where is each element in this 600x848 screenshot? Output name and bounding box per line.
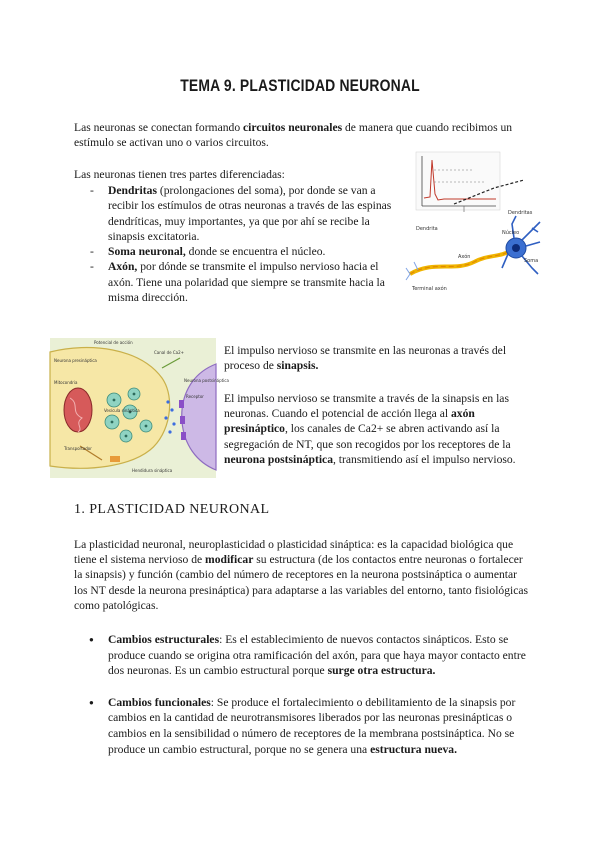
item-bold: Dendritas: [108, 184, 157, 197]
section-heading: 1. PLASTICIDAD NEURONAL: [74, 502, 270, 517]
neuron-label-dendritas: Dendritas: [508, 210, 533, 216]
synapse-bold-axon: axón presináptico: [224, 407, 475, 436]
synapse-label-vesicula: Vesícula sináptica: [104, 408, 140, 413]
synapse-paragraph-2: [224, 391, 528, 467]
synapse-text-c: , los canales de Ca2+ se abren activando así la segregación de NT, que son recogidos por los receptores de la: [224, 422, 511, 451]
plasticity-bold: modificar: [205, 553, 254, 567]
neuron-parts-list: [92, 183, 392, 305]
intro-bold: circuitos neuronales: [243, 121, 343, 134]
intro-paragraph: [74, 120, 530, 150]
synapse-label-hendidura: Hendidura sináptica: [132, 468, 173, 473]
neuron-label-nucleo: Núcleo: [502, 230, 520, 236]
item-bold-end: estructura nueva.: [370, 742, 458, 756]
item-bold: Axón,: [108, 260, 138, 274]
synapse-bold-neurona: neurona postsináptica: [224, 452, 333, 466]
synapse-label-presinaptica: Neurona presináptica: [54, 358, 97, 363]
item-bold: Soma neuronal,: [108, 245, 186, 259]
item-bold: Cambios funcionales: [108, 695, 211, 709]
plasticity-paragraph: [74, 537, 530, 613]
synapse-text-e: , transmitiendo así el impulso nervioso.: [333, 452, 516, 466]
item-text: : Se produce el fortalecimiento o debilitamiento de la sinapsis por cambios en la cantidad de neurotransmisores liberados por las neuronas presinápticas o cambios en la sensibilidad o número de receptores de la membrana postsináptica. No se produce un cambio estructural, porque no se genera una: [108, 695, 516, 756]
intro-text-end: de manera que cuando recibimos un estímulo se activan uno o varios circuitos.: [74, 121, 513, 150]
plasticity-changes-list: [92, 632, 532, 757]
synapse-paragraph-1: [224, 343, 528, 373]
neuron-label-terminal: Terminal axón: [412, 286, 447, 292]
synapse-text: El impulso nervioso se transmite en las neuronas a través del proceso de: [224, 344, 507, 373]
synapse-label-potencial: Potencial de acción: [94, 340, 133, 345]
neuron-illustration: [404, 150, 544, 292]
neuron-label-axon: Axón: [458, 254, 471, 260]
synapse-bold: sinapsis.: [276, 359, 319, 373]
list-item: [92, 244, 392, 259]
neuron-figure: [404, 150, 544, 292]
item-bold-end: surge otra estructura.: [327, 664, 436, 678]
item-bold: Cambios estructurales: [108, 633, 220, 646]
synapse-label-mitocondria: Mitocondria: [54, 380, 78, 385]
synapse-text-a: El impulso nervioso se transmite a través de la sinapsis en las neuronas. Cuando el potencial de acción llega al: [224, 392, 509, 421]
intro-text: Las neuronas se conectan formando: [74, 121, 244, 134]
synapse-figure: [50, 338, 229, 478]
synapse-label-receptor: Receptor: [186, 394, 204, 399]
plasticity-text-c: su estructura (de los contactos entre neuronas o fortalecer la sinapsis) y función (cambio del número de receptores en la neurona postsináptica o aumentar los NT desde la neurona presináptica) para adaptarse a las variables del entorno, tanto fisiológicas como patológicas.: [74, 553, 529, 612]
item-text: por dónde se transmite el impulso nervioso hacia el axón. Tiene una polaridad que siempre se transmite hacia la misma dirección.: [108, 260, 385, 305]
list-item: [92, 632, 532, 679]
list-item: [92, 259, 392, 305]
page-title: TEMA 9. PLASTICIDAD NEURONAL: [180, 76, 420, 95]
item-text: : Es el establecimiento de nuevos contactos sinápticos. Esto se produce cuando se origina otra ramificación del axón, para que haya mayor contacto entre dos neuronas. Es un cambio estructural porque: [108, 633, 526, 678]
synapse-illustration: [50, 338, 229, 478]
item-text: donde se encuentra el núcleo.: [185, 245, 326, 259]
plasticity-text-a: La plasticidad neuronal, neuroplasticidad o plasticidad sináptica: es la capacidad biológica que tiene el sistema nervioso de: [74, 538, 514, 567]
synapse-label-postsinaptica: Neurona postsináptica: [184, 378, 229, 383]
synapse-label-transportador: Transportador: [64, 446, 92, 451]
item-text: (prolongaciones del soma), por donde se van a recibir los estímulos de otras neuronas a través de las espinas dendríticas, muy importantes, ya que por ahí se recibe la sinapsis excitatoria.: [108, 184, 392, 243]
parts-intro: Las neuronas tienen tres partes diferenciadas:: [74, 168, 285, 181]
neuron-label-dendrita: Dendrita: [416, 226, 438, 232]
list-item: [92, 695, 532, 757]
synapse-label-canal: Canal de Ca2+: [154, 350, 185, 355]
neuron-label-soma: Soma: [524, 258, 539, 264]
list-item: [92, 183, 392, 244]
